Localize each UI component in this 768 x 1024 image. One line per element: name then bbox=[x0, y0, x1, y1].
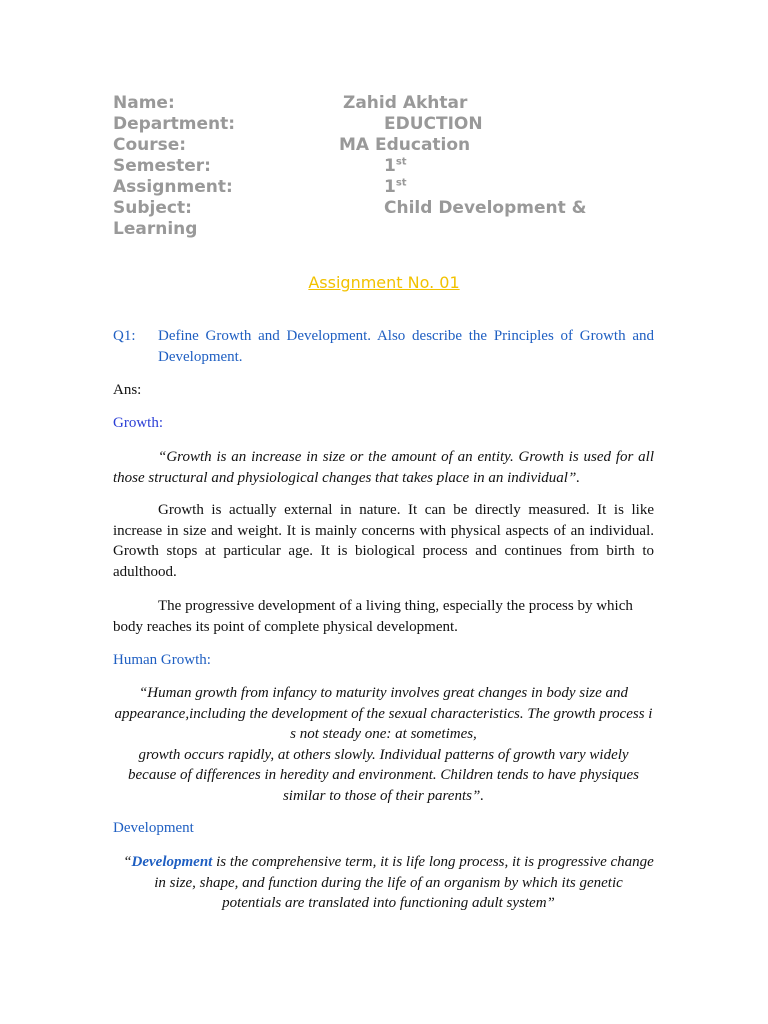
human-growth-heading: Human Growth: bbox=[113, 652, 211, 668]
course-value: MA Education bbox=[339, 135, 471, 155]
semester-value: 1st bbox=[384, 156, 407, 176]
assignment-label: Assignment: bbox=[113, 177, 233, 197]
development-term: Development bbox=[131, 854, 213, 870]
development-heading: Development bbox=[113, 820, 194, 836]
subject-value-continued: Learning bbox=[113, 219, 198, 239]
semester-row bbox=[113, 156, 407, 177]
growth-paragraph-2: The progressive development of a living thing, especially the process by which body reaches its point of complete physical development. bbox=[113, 598, 633, 635]
development-definition-quote: “Development is the comprehensive term, it is life long process, it is progressive change in size, shape, and function during the life of an organism by which its genetic potentials are translated into functioning adult system” bbox=[123, 854, 654, 911]
assignment-title: Assignment No. 01 bbox=[308, 273, 460, 292]
name-label: Name: bbox=[113, 93, 175, 113]
semester-label: Semester: bbox=[113, 156, 211, 176]
name-value: Zahid Akhtar bbox=[343, 93, 468, 113]
course-row bbox=[113, 135, 471, 156]
human-growth-quote-part-1: “Human growth from infancy to maturity involves great changes in body size and appearance,including the development of the sexual characteristics. The growth process i s not steady one: at sometimes, bbox=[114, 685, 653, 742]
human-growth-quote-part-2: growth occurs rapidly, at others slowly. Individual patterns of growth vary widely because of differences in heredity and environment. Children tends to have physiques similar to those of their parents”. bbox=[128, 746, 639, 804]
assignment-row bbox=[113, 177, 407, 198]
department-label: Department: bbox=[113, 114, 236, 134]
subject-row bbox=[113, 198, 587, 219]
subject-value: Child Development & bbox=[384, 198, 587, 218]
human-growth-quote bbox=[113, 683, 654, 806]
growth-heading: Growth: bbox=[113, 415, 163, 431]
name-row bbox=[113, 93, 468, 114]
question-text: Define Growth and Development. Also describe the Principles of Growth and Development. bbox=[158, 328, 654, 365]
growth-paragraph-1: Growth is actually external in nature. It can be directly measured. It is like increase in size and weight. It is mainly concerns with physical aspects of an individual. Growth stops at particular age. It is biological process and continues from birth to adulthood. bbox=[113, 502, 654, 580]
subject-label: Subject: bbox=[113, 198, 192, 218]
course-label: Course: bbox=[113, 135, 187, 155]
question-block bbox=[113, 326, 654, 368]
assignment-value: 1st bbox=[384, 177, 407, 197]
answer-label: Ans: bbox=[113, 382, 142, 398]
growth-definition-quote: “Growth is an increase in size or the amount of an entity. Growth is used for all those structural and physiological changes that takes place in an individual”. bbox=[113, 449, 654, 486]
department-row bbox=[113, 114, 483, 135]
question-number: Q1: bbox=[113, 328, 136, 344]
department-value: EDUCTION bbox=[384, 114, 483, 134]
